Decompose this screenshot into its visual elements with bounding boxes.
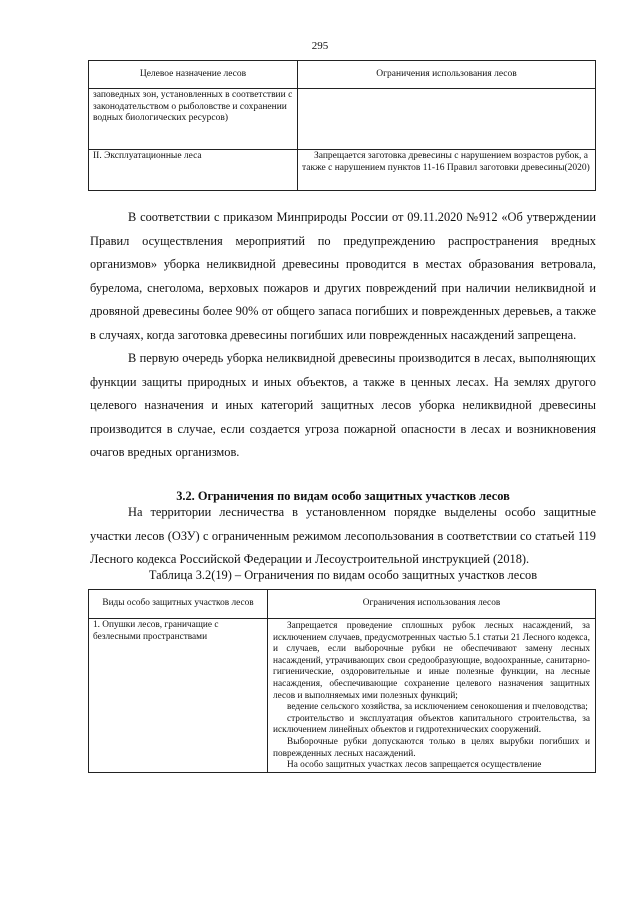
- ozu-restrictions-table: [88, 589, 596, 773]
- paragraph: В соответствии с приказом Минприроды России от 09.11.2020 №912 «Об утверждении Правил осуществления мероприятий по предупреждению распространения вредных организмов» уборка неликвидной древесины проводится в местах образования ветровала, бурелома, снеголома, верховых пожаров и других повреждений при наличии неликвидной и дровяной древесины более 90% от общего запаса погибших и поврежденных деревьев, а также в случаях, когда заготовка древесины погибших или поврежденных насаждений запрещена.: [90, 210, 596, 342]
- table-cell: Запрещается заготовка древесины с нарушением возрастов рубок, а также с нарушением пунктов 11-16 Правил заготовки древесины(2020): [298, 150, 596, 191]
- restriction-paragraph: строительство и эксплуатация объектов капитального строительства, за исключением линейных объектов и гидротехнических сооружений.: [273, 713, 590, 736]
- paragraph: На территории лесничества в установленном порядке выделены особо защитные участки лесов (ОЗУ) с ограниченным режимом лесопользования в соответствии со статьей 119 Лесного кодекса Российской Федерации и Лесоустроительной инструкцией (2018).: [90, 505, 596, 566]
- table-header-row: [89, 590, 596, 619]
- section-heading: 3.2. Ограничения по видам особо защитных участков лесов: [176, 489, 510, 503]
- table-header-cell: Ограничения использования лесов: [268, 590, 596, 619]
- restriction-paragraph: На особо защитных участках лесов запрещается осуществление: [287, 760, 542, 771]
- table-header-cell: Виды особо защитных участков лесов: [89, 590, 268, 619]
- table-row: [89, 89, 596, 150]
- restriction-paragraph: ведение сельского хозяйства, за исключением сенокошения и пчеловодства;: [287, 702, 588, 713]
- section-text: [90, 501, 596, 572]
- forest-purpose-table: [88, 60, 596, 191]
- table-header-cell: Целевое назначение лесов: [89, 61, 298, 89]
- table-header-row: [89, 61, 596, 89]
- restriction-paragraph: Запрещается проведение сплошных рубок лесных насаждений, за исключением случаев, предусмотренных частью 5.1 статьи 21 Лесного кодекса, и случаев, если выборочные рубки не обеспечивают замену лесных насаждений, утрачивающих свои средообразующие, водоохранные, санитарно-гигиенические, оздоровительные и иные полезные функции, на лесные насаждения, обеспечивающие сохранение целевого назначения защитных лесов и выполняемых ими полезных функций;: [273, 621, 590, 701]
- table-header-cell: Ограничения использования лесов: [298, 61, 596, 89]
- table-row: [89, 619, 596, 773]
- table-cell: заповедных зон, установленных в соответствии с законодательством о рыболовстве и сохранении водных биологических ресурсов): [89, 89, 298, 150]
- table-cell: II. Эксплуатационные леса: [89, 150, 298, 191]
- table-row: [89, 150, 596, 191]
- table-cell: [268, 619, 596, 773]
- body-text: [90, 206, 596, 465]
- restriction-paragraph: Выборочные рубки допускаются только в целях вырубки погибших и поврежденных лесных насаждений.: [273, 736, 590, 759]
- page-number: 295: [311, 40, 329, 52]
- table-cell: [298, 89, 596, 150]
- paragraph: В первую очередь уборка неликвидной древесины производится в лесах, выполняющих функции защиты природных и иных объектов, а также в ценных лесах. На землях другого целевого назначения и иных категорий защитных лесов уборка неликвидной древесины производится в случае, если создается угроза пожарной опасности в лесах и возникновения очагов вредных организмов.: [90, 351, 596, 459]
- table-caption: Таблица 3.2(19) – Ограничения по видам особо защитных участков лесов: [148, 568, 538, 582]
- table-cell: 1. Опушки лесов, граничащие с безлесными пространствами: [89, 619, 268, 773]
